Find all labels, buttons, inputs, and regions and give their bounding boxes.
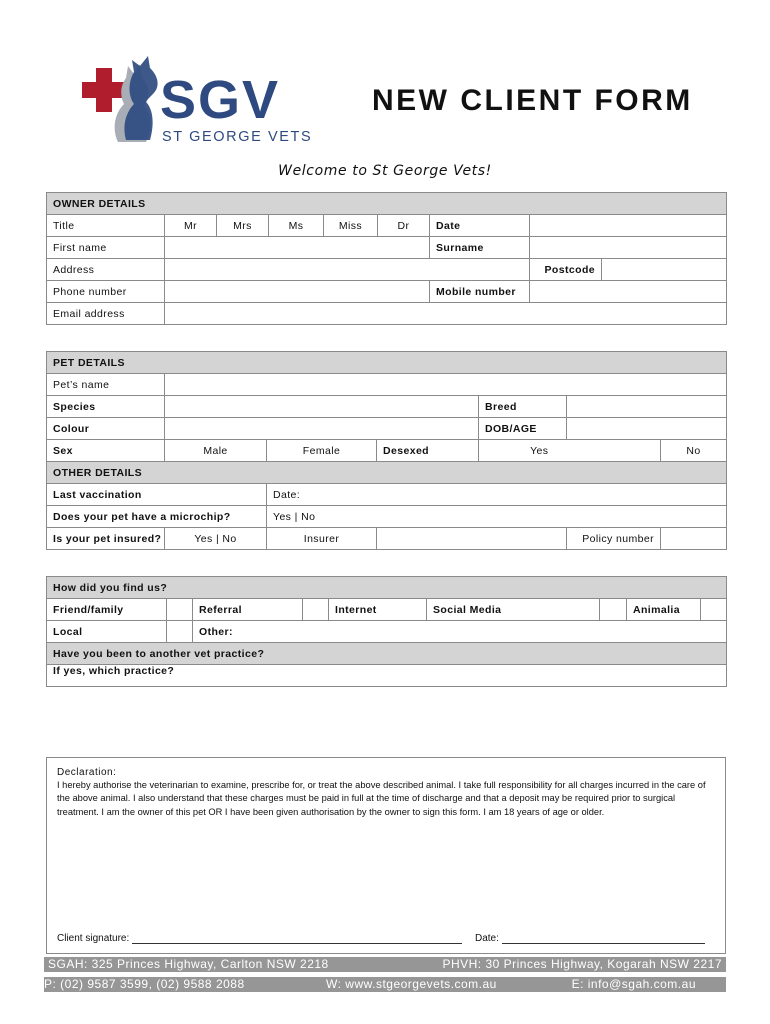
title-option-dr[interactable]: Dr — [378, 215, 430, 237]
dob-field[interactable] — [567, 418, 727, 440]
option-internet-label: Internet — [329, 599, 427, 621]
sex-label: Sex — [47, 440, 165, 462]
title-option-ms[interactable]: Ms — [269, 215, 324, 237]
signature-date-line[interactable] — [502, 933, 705, 944]
species-label: Species — [47, 396, 165, 418]
form-title: NEW CLIENT FORM — [372, 84, 693, 117]
last-vaccination-label: Last vaccination — [47, 484, 267, 506]
which-practice-field[interactable]: If yes, which practice? — [47, 665, 727, 687]
social-media-checkbox[interactable] — [600, 599, 627, 621]
title-label: Title — [47, 215, 165, 237]
first-name-label: First name — [47, 237, 165, 259]
phone-label: Phone number — [47, 281, 165, 303]
option-social-media-label: Social Media — [427, 599, 600, 621]
address-field[interactable] — [165, 259, 530, 281]
mobile-field[interactable] — [530, 281, 727, 303]
desexed-label: Desexed — [377, 440, 479, 462]
microchip-options[interactable]: Yes | No — [267, 506, 727, 528]
client-signature-line[interactable] — [132, 933, 462, 944]
pet-name-label: Pet’s name — [47, 374, 165, 396]
pet-name-field[interactable] — [165, 374, 727, 396]
phone-field[interactable] — [165, 281, 430, 303]
option-referral-label: Referral — [193, 599, 303, 621]
postcode-field[interactable] — [602, 259, 727, 281]
option-animalia-label: Animalia — [627, 599, 701, 621]
local-checkbox[interactable] — [167, 621, 193, 643]
logo-name: ST GEORGE VETS — [162, 129, 313, 145]
option-friend-family-label: Friend/family — [47, 599, 167, 621]
referral-checkbox[interactable] — [303, 599, 329, 621]
friend-family-checkbox[interactable] — [167, 599, 193, 621]
st-george-vets-logo — [68, 52, 318, 152]
footer-website: W: www.stgeorgevets.com.au — [326, 977, 497, 991]
pet-details-header: PET DETAILS — [47, 352, 727, 374]
footer-email: E: info@sgah.com.au — [571, 977, 696, 991]
surname-label: Surname — [430, 237, 530, 259]
surname-field[interactable] — [530, 237, 727, 259]
first-name-field[interactable] — [165, 237, 430, 259]
mobile-label: Mobile number — [430, 281, 530, 303]
insurer-label: Insurer — [267, 528, 377, 550]
declaration-title: Declaration: — [57, 767, 117, 778]
owner-details-table — [46, 192, 727, 325]
colour-field[interactable] — [165, 418, 479, 440]
sex-option-male[interactable]: Male — [165, 440, 267, 462]
email-label: Email address — [47, 303, 165, 325]
find-us-header: How did you find us? — [47, 577, 727, 599]
red-cross-icon — [82, 68, 126, 112]
declaration-box — [46, 757, 726, 954]
insured-label: Is your pet insured? — [47, 528, 165, 550]
colour-label: Colour — [47, 418, 165, 440]
insurer-field[interactable] — [377, 528, 567, 550]
another-vet-header: Have you been to another vet practice? — [47, 643, 727, 665]
welcome-text: Welcome to St George Vets! — [278, 163, 492, 179]
microchip-label: Does your pet have a microchip? — [47, 506, 267, 528]
date-field[interactable] — [530, 215, 727, 237]
animalia-checkbox[interactable] — [701, 599, 727, 621]
signature-row — [57, 933, 462, 944]
signature-date-label: Date: — [475, 933, 499, 944]
species-field[interactable] — [165, 396, 479, 418]
dob-label: DOB/AGE — [479, 418, 567, 440]
email-field[interactable] — [165, 303, 727, 325]
date-label: Date — [430, 215, 530, 237]
title-option-mrs[interactable]: Mrs — [217, 215, 269, 237]
other-details-header: OTHER DETAILS — [47, 462, 727, 484]
sex-option-female[interactable]: Female — [267, 440, 377, 462]
footer-phone: P: (02) 9587 3599, (02) 9588 2088 — [44, 977, 245, 991]
owner-details-header: OWNER DETAILS — [47, 193, 727, 215]
logo-abbr: SGV — [160, 70, 281, 130]
title-option-mr[interactable]: Mr — [165, 215, 217, 237]
find-us-table — [46, 576, 727, 687]
vaccination-date-field[interactable]: Date: — [267, 484, 727, 506]
declaration-text: I hereby authorise the veterinarian to examine, prescribe for, or treat the above described animal. I take full responsibility for all charges incurred in the care of the above animal. I also understand that these charges must be paid in full at the time of discharge and that a deposit may be required prior to surgical treatment. I am the owner of this pet OR I have been given authorisation by the owner to sign this form. I am 18 years of age or older. — [57, 780, 706, 817]
sgah-address: SGAH: 325 Princes Highway, Carlton NSW 2218 — [48, 957, 329, 971]
breed-label: Breed — [479, 396, 567, 418]
logo-graphic — [68, 52, 318, 152]
phvh-address: PHVH: 30 Princes Highway, Kogarah NSW 2217 — [442, 957, 722, 971]
other-source-field[interactable]: Other: — [193, 621, 727, 643]
footer-addresses — [44, 957, 726, 972]
pet-details-table — [46, 351, 727, 550]
title-option-miss[interactable]: Miss — [324, 215, 378, 237]
postcode-label: Postcode — [530, 259, 602, 281]
desexed-option-yes[interactable]: Yes — [479, 440, 600, 462]
address-label: Address — [47, 259, 165, 281]
desexed-option-no[interactable]: No — [661, 440, 727, 462]
signature-date-row — [475, 933, 705, 944]
breed-field[interactable] — [567, 396, 727, 418]
policy-number-label: Policy number — [567, 528, 661, 550]
insured-options[interactable]: Yes | No — [165, 528, 267, 550]
policy-number-field[interactable] — [661, 528, 727, 550]
client-signature-label: Client signature: — [57, 933, 130, 944]
option-local-label: Local — [47, 621, 167, 643]
footer-contacts — [44, 977, 726, 992]
